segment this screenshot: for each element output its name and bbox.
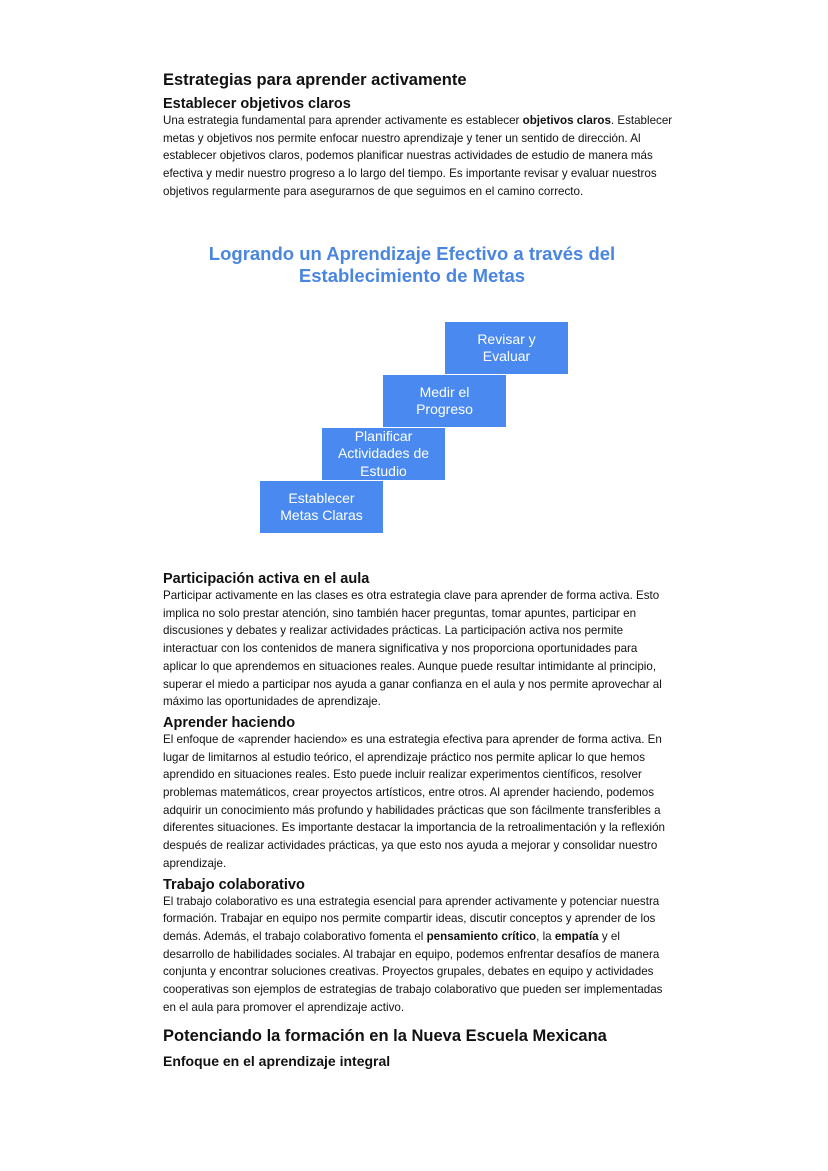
text-run: Una estrategia fundamental para aprender activamente es establecer — [163, 114, 523, 127]
text-run: El trabajo colaborativo es una estrategia esencial para aprender activamente y potenciar nuestra formación. Trabajar en equipo nos permite compartir ideas, discutir conceptos y aprender de los demás. Además, el trabajo colaborativo fomenta el — [163, 894, 660, 943]
section-title-participacion: Participación activa en el aula — [163, 571, 370, 587]
content-sections — [163, 571, 673, 1070]
subheading-aprendizaje-integral: Enfoque en el aprendizaje integral — [163, 1053, 391, 1070]
heading-nueva-escuela: Potenciando la formación en la Nueva Escuela Mexicana — [163, 1027, 607, 1046]
step-planificar-actividades: Planificar Actividades de Estudio — [322, 428, 445, 480]
section-text-trabajo-colaborativo — [163, 893, 673, 1017]
page-title: Estrategias para aprender activamente — [163, 71, 467, 89]
section-text-objetivos — [163, 112, 673, 201]
bold-run: objetivos claros — [522, 114, 611, 127]
section-title-aprender-haciendo: Aprender haciendo — [163, 714, 296, 731]
goal-steps-diagram — [0, 243, 828, 543]
section-text-aprender-haciendo: El enfoque de «aprender haciendo» es una estrategia efectiva para aprender de forma activa. En lugar de limitarnos al estudio teórico, el aprendizaje práctico nos permite aplicar lo que hemos aprendido en situaciones reales. Esto puede incluir realizar experimentos científicos, resolver problemas matemáticos, crear proyectos artísticos, entre otros. Al aprender haciendo, podemos adquirir un conocimiento más profundo y habilidades prácticas que son fácilmente transferibles a diferentes situaciones. Es importante destacar la importancia de la retroalimentación y la reflexión después de realizar actividades prácticas, ya que esto nos ayuda a mejorar y consolidar nuestro aprendizaje. — [163, 732, 666, 870]
step-medir-progreso: Medir el Progreso — [383, 375, 506, 427]
diagram-title: Logrando un Aprendizaje Efectivo a través del Establecimiento de Metas — [208, 243, 616, 286]
section-title-objetivos: Establecer objetivos claros — [163, 96, 351, 112]
section-title-trabajo-colaborativo: Trabajo colaborativo — [163, 876, 305, 893]
intro-block — [163, 70, 673, 201]
text-run: . Establecer metas y objetivos nos permite enfocar nuestro aprendizaje y tener un sentido de dirección. Al establecer objetivos claros, podemos planificar nuestras actividades de estudio de manera más efectiva y medir nuestro progreso a lo largo del tiempo. Es importante revisar y evaluar nuestros objetivos regularmente para asegurarnos de que seguimos en el camino correcto. — [163, 114, 673, 198]
text-run: , la — [536, 929, 555, 943]
bold-run: empatía — [554, 929, 599, 943]
step-establecer-metas: Establecer Metas Claras — [260, 481, 383, 533]
bold-run: pensamiento crítico — [426, 929, 537, 943]
text-run: y el desarrollo de habilidades sociales. Al trabajar en equipo, podemos enfrentar desafíos de manera conjunta y encontrar soluciones creativas. Proyectos grupales, debates en equipo y actividades cooperativas son ejemplos de estrategias de trabajo colaborativo que pueden ser implementadas en el aula para promover el aprendizaje activo. — [163, 929, 663, 1014]
section-text-participacion: Participar activamente en las clases es otra estrategia clave para aprender de forma activa. Esto implica no solo prestar atención, sino también hacer preguntas, tomar apuntes, participar en discusiones y debates y realizar actividades prácticas. La participación activa nos permite interactuar con los contenidos de manera significativa y nos proporciona oportunidades para aplicar lo que aprendemos en situaciones reales. Aunque puede resultar intimidante al principio, superar el miedo a participar nos ayuda a ganar confianza en el aula y nos permite aprovechar al máximo las oportunidades de aprendizaje. — [163, 589, 662, 709]
step-revisar-evaluar: Revisar y Evaluar — [445, 322, 568, 374]
